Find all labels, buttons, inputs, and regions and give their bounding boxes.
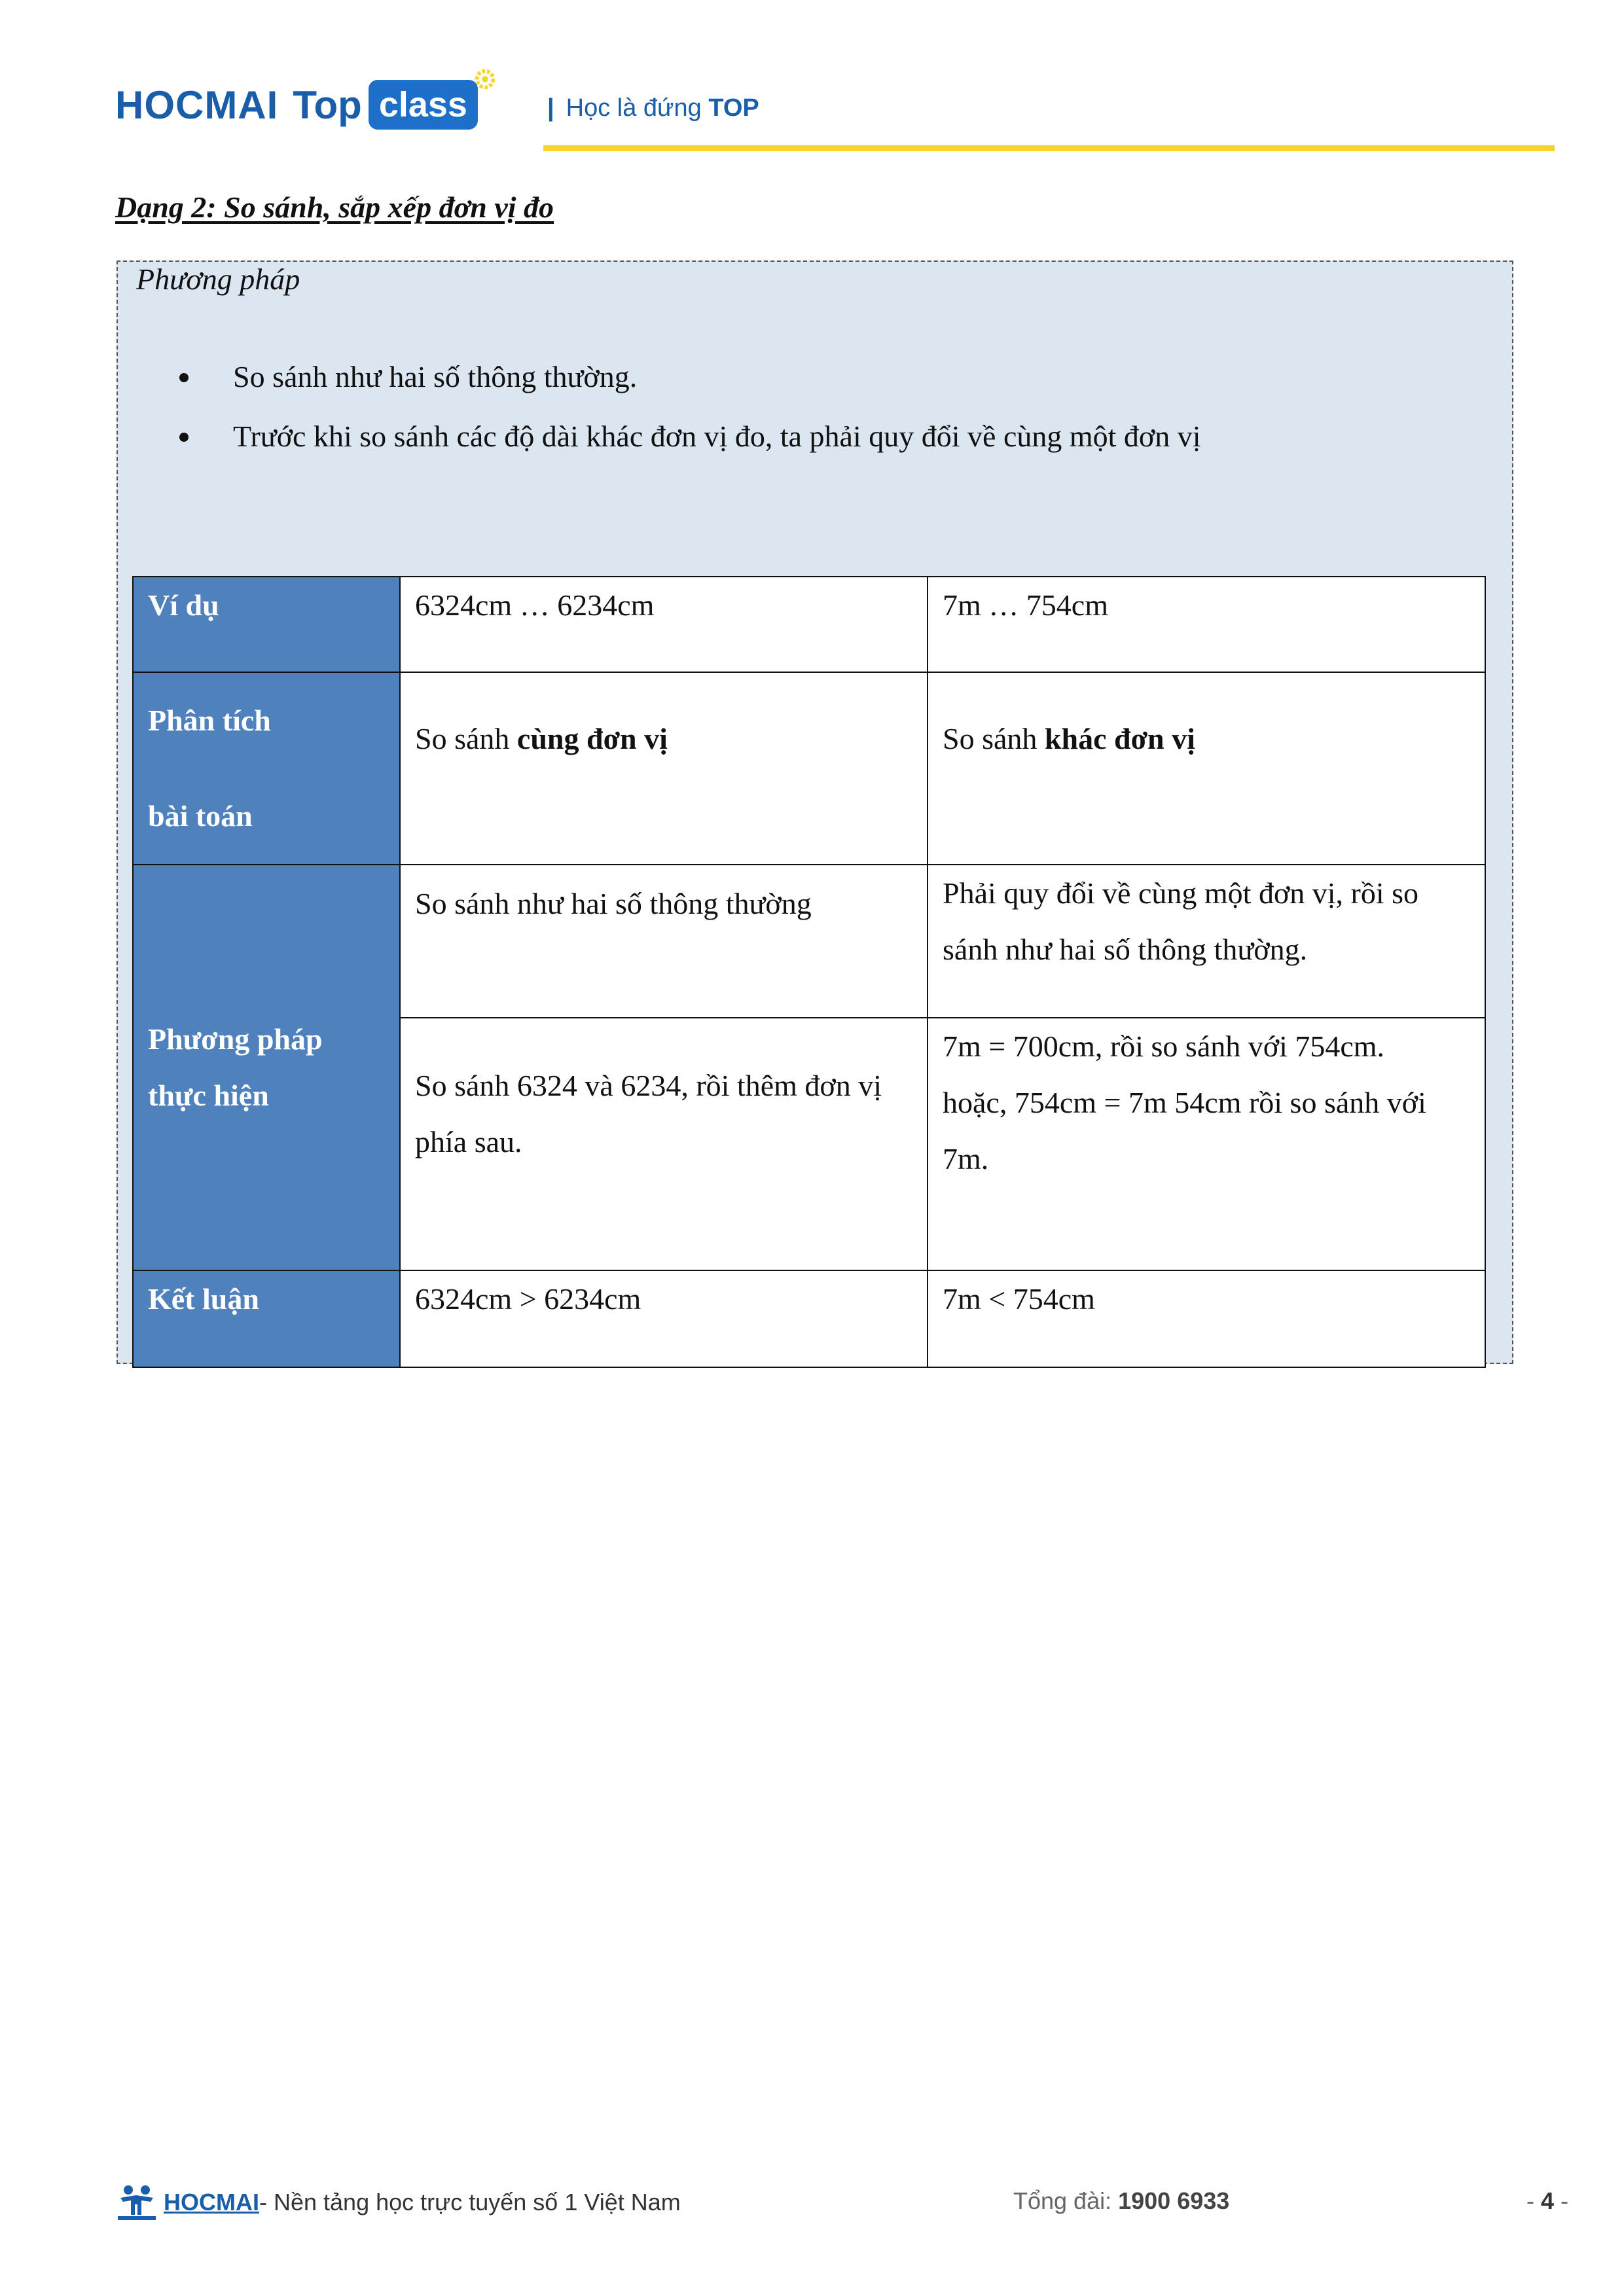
cell-text: 7m = 700cm, rồi so sánh với 754cm. [943, 1030, 1385, 1063]
table-cell [400, 672, 928, 865]
table-cell [400, 1270, 928, 1367]
bullet-text: So sánh như hai số thông thường. [233, 360, 638, 393]
cell-text: So sánh [943, 722, 1045, 755]
cell-text: So sánh [415, 722, 517, 755]
bullet-icon [179, 373, 189, 382]
header-tagline [547, 94, 759, 122]
table-cell [928, 577, 1485, 672]
table-cell [928, 865, 1485, 1018]
tagline-text: Học là đứng [566, 94, 702, 122]
cell-text: Phải quy đổi về cùng một đơn vị, rồi so sánh như hai số thông thường. [943, 876, 1419, 966]
method-bullet-list [179, 359, 1201, 478]
gear-icon [473, 67, 497, 92]
logo-class-text: class [378, 85, 467, 124]
footer-logo [115, 2183, 681, 2221]
cell-text: 7m < 754cm [943, 1282, 1095, 1316]
logo-class-badge [369, 80, 478, 130]
table-row-method-1 [133, 865, 1485, 1018]
row-label-analysis [133, 672, 400, 865]
row-label-text: thực hiện [148, 1079, 269, 1112]
row-label-text: Kết luận [148, 1282, 259, 1316]
hocmai-topclass-logo [115, 80, 478, 130]
list-item [179, 418, 1201, 455]
logo-top-text: Top [293, 82, 362, 127]
hocmai-people-icon [115, 2183, 158, 2221]
comparison-table [132, 576, 1486, 1368]
table-cell [928, 1270, 1485, 1367]
cell-text: 6324cm > 6234cm [415, 1282, 641, 1316]
table-cell [400, 1018, 928, 1270]
row-label-text: Ví dụ [148, 588, 219, 622]
method-heading: Phương pháp [136, 262, 300, 296]
page-footer [115, 2183, 1568, 2223]
method-box [117, 260, 1513, 1364]
cell-bold-text: khác đơn vị [1044, 722, 1195, 755]
cell-text: So sánh như hai số thông thường [415, 887, 812, 920]
row-label-example [133, 577, 400, 672]
header-divider [543, 145, 1555, 151]
footer-slogan: - Nền tảng học trực tuyến số 1 Việt Nam [259, 2189, 681, 2215]
row-label-text: bài toán [148, 799, 253, 833]
cell-text: So sánh 6324 và 6234, rồi thêm đơn vị phía sau. [415, 1069, 882, 1158]
hotline-label: Tổng đài: [1013, 2187, 1119, 2214]
cell-text: 6324cm … 6234cm [415, 588, 655, 622]
footer-hotline [1013, 2187, 1229, 2215]
table-cell [400, 865, 928, 1018]
list-item [179, 359, 1201, 395]
row-label-method [133, 865, 400, 1270]
bullet-text: Trước khi so sánh các độ dài khác đơn vị đo, ta phải quy đổi về cùng một đơn vị [233, 420, 1201, 453]
row-label-text: Phương pháp [148, 1022, 323, 1056]
page-number-value: 4 [1540, 2187, 1554, 2214]
hotline-number: 1900 6933 [1118, 2187, 1230, 2214]
table-cell [400, 577, 928, 672]
row-label-text: Phân tích [148, 704, 271, 737]
section-title: Dạng 2: So sánh, sắp xếp đơn vị đo [115, 190, 554, 224]
table-row-example [133, 577, 1485, 672]
table-row-analysis [133, 672, 1485, 865]
tagline-separator: | [547, 94, 554, 122]
cell-bold-text: cùng đơn vị [516, 722, 668, 755]
footer-brand-link[interactable]: HOCMAI [164, 2189, 259, 2215]
logo-hocmai-text: HOCMAI [115, 82, 279, 127]
table-cell [928, 672, 1485, 865]
cell-text: 7m … 754cm [943, 588, 1108, 622]
table-cell [928, 1018, 1485, 1270]
bullet-icon [179, 433, 189, 442]
tagline-top: TOP [708, 94, 759, 122]
row-label-conclusion [133, 1270, 400, 1367]
cell-text: hoặc, 754cm = 7m 54cm rồi so sánh với 7m. [943, 1086, 1426, 1175]
page-number: - 4 - [1526, 2187, 1568, 2214]
table-row-conclusion [133, 1270, 1485, 1367]
